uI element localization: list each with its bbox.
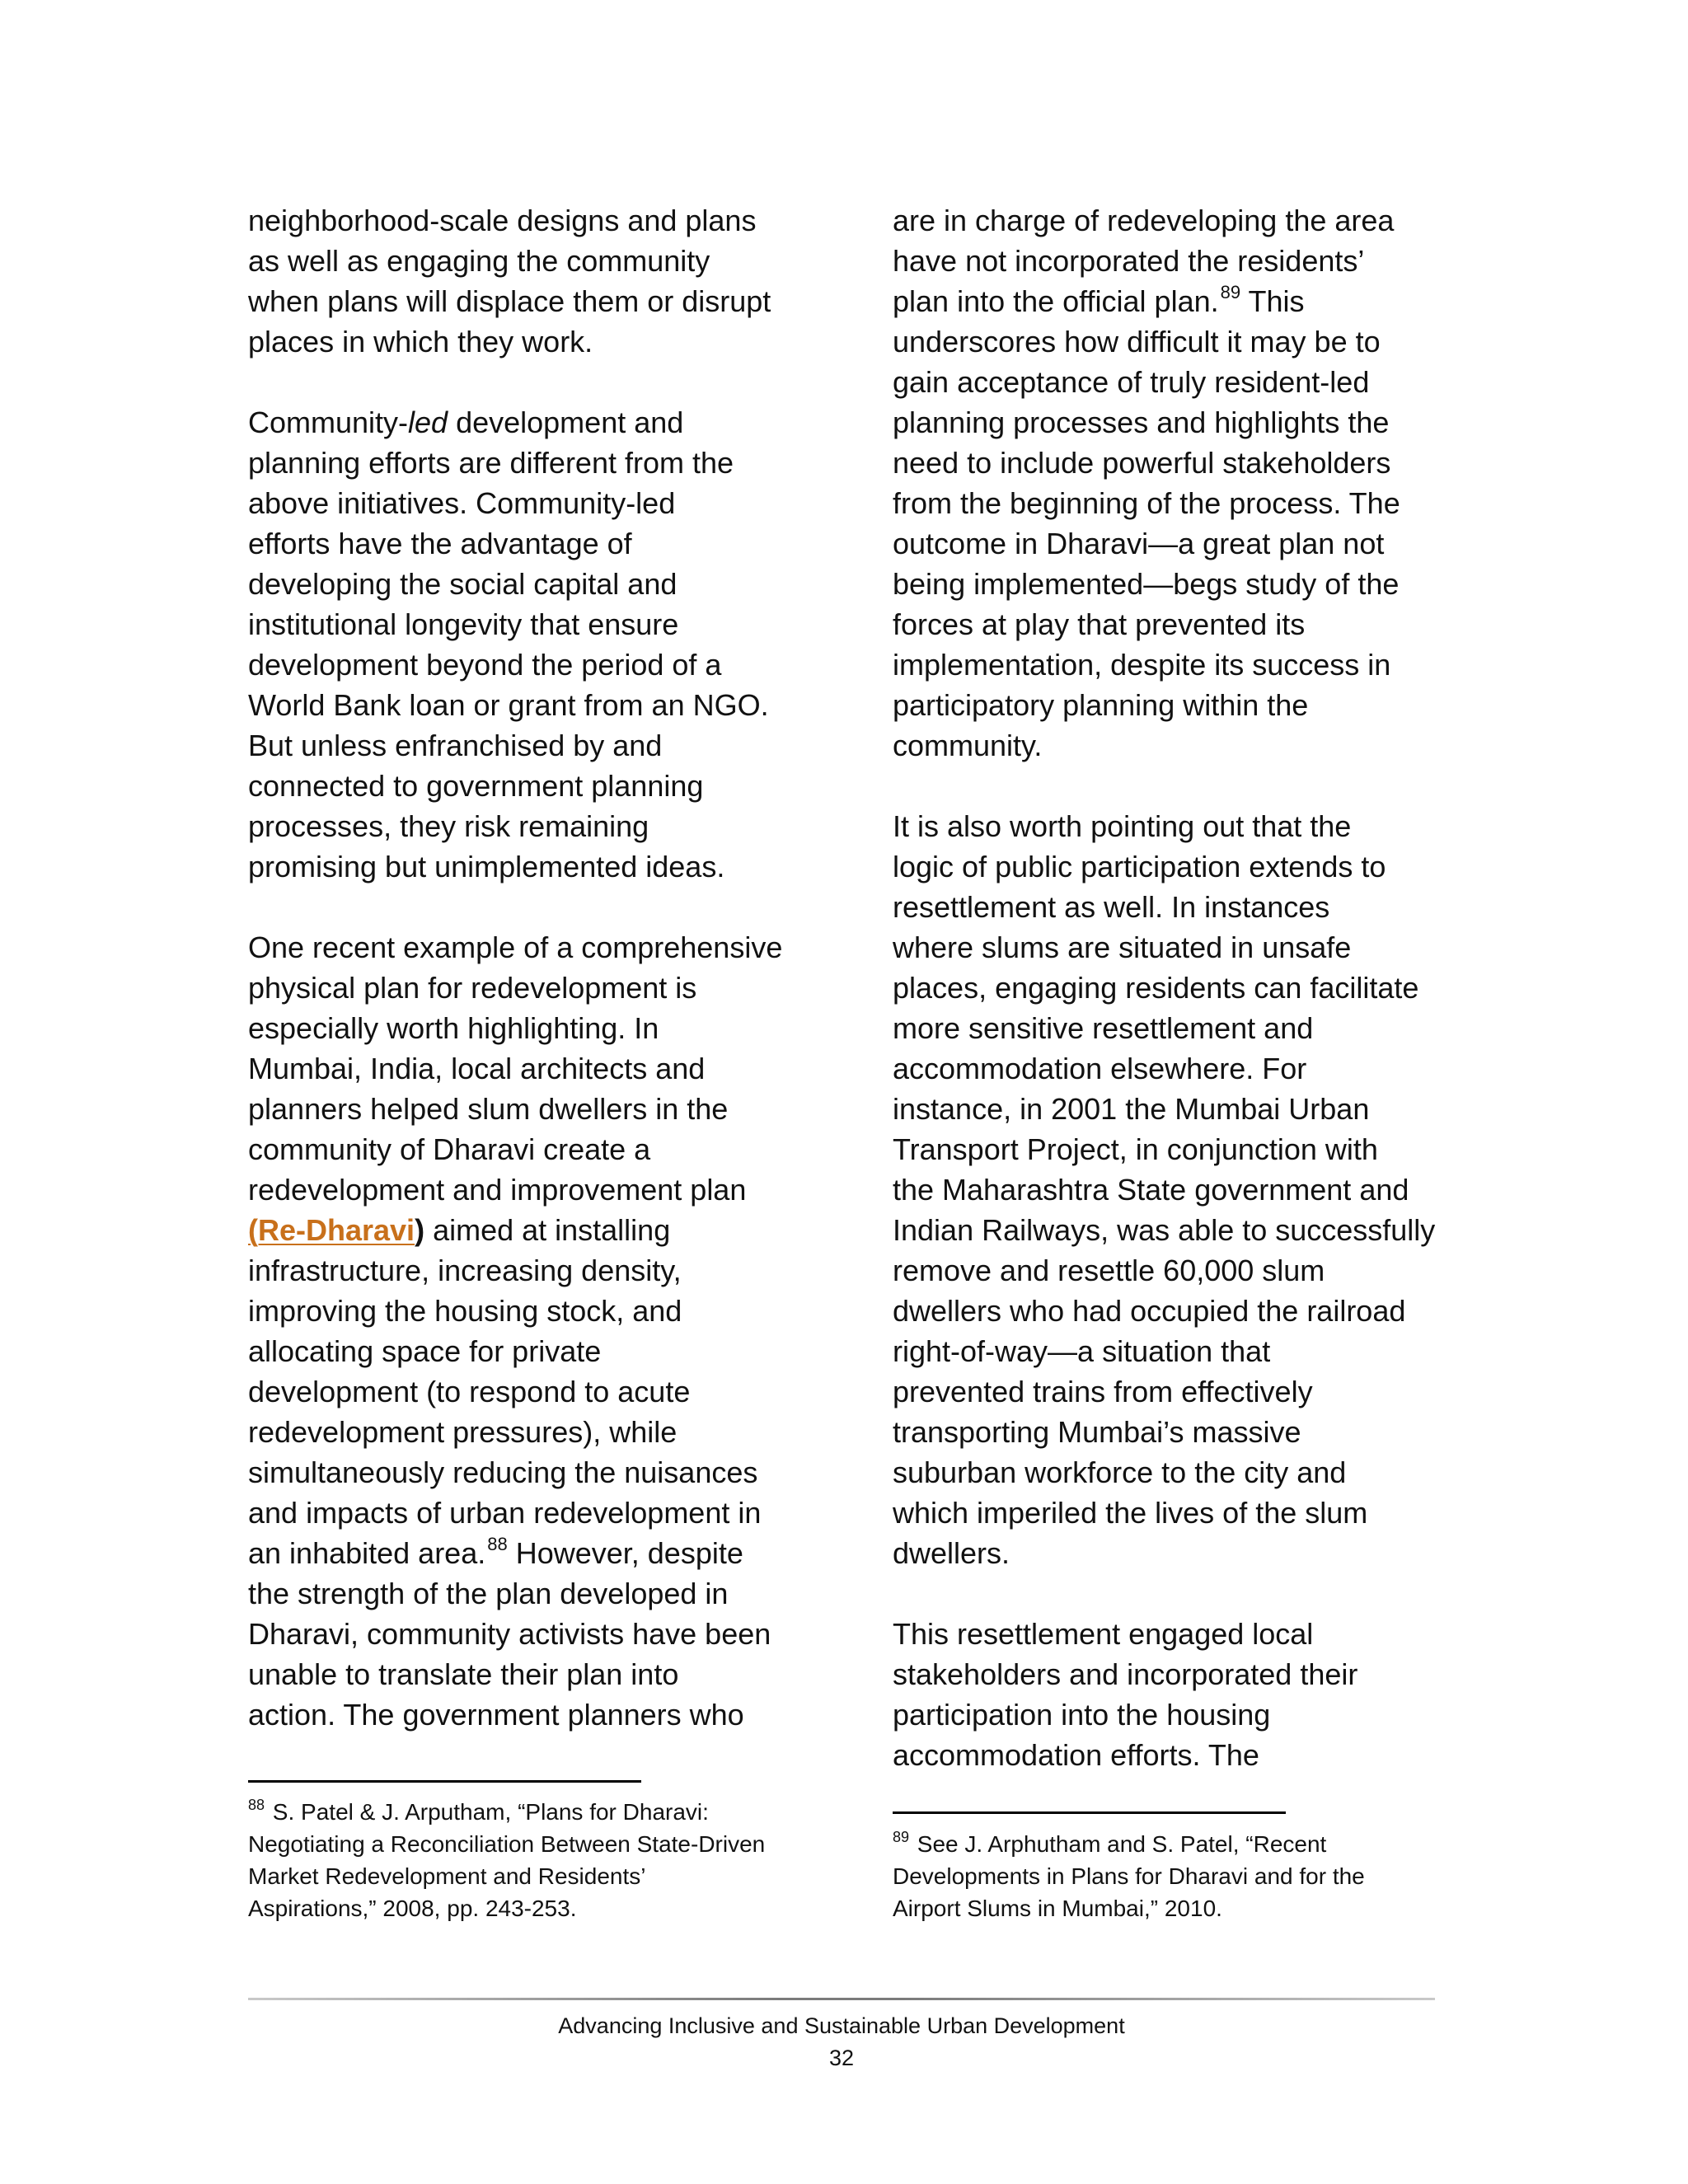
- text-line: processes, they risk remaining: [248, 809, 649, 843]
- text-line: right-of-way—a situation that: [893, 1334, 1271, 1368]
- italic-text: led: [408, 405, 448, 439]
- text-fragment: Community-: [248, 405, 409, 439]
- closing-paren: ): [415, 1213, 425, 1247]
- text-line: dwellers.: [893, 1536, 1010, 1570]
- paragraph: [893, 806, 1453, 1573]
- text-line: outcome in Dharavi—a great plan not: [893, 527, 1385, 560]
- text-line: instance, in 2001 the Mumbai Urban: [893, 1092, 1370, 1126]
- text-line: unable to translate their plan into: [248, 1657, 679, 1691]
- text-line: redevelopment and improvement plan: [248, 1173, 747, 1207]
- paragraph: [248, 927, 817, 1735]
- text-fragment: aimed at installing: [424, 1213, 671, 1247]
- text-line: suburban workforce to the city and: [893, 1455, 1347, 1489]
- text-line: World Bank loan or grant from an NGO.: [248, 688, 769, 722]
- paragraph: [893, 200, 1453, 766]
- text-line: community of Dharavi create a: [248, 1132, 651, 1166]
- text-line: participation into the housing: [893, 1698, 1271, 1732]
- footnote-line: Developments in Plans for Dharavi and for the: [893, 1863, 1365, 1889]
- footnote-number: 88: [248, 1797, 265, 1813]
- text-line: This resettlement engaged local: [893, 1617, 1314, 1651]
- text-line: dwellers who had occupied the railroad: [893, 1294, 1406, 1328]
- text-line: planning efforts are different from the: [248, 446, 734, 480]
- text-fragment: an inhabited area.: [248, 1536, 486, 1570]
- footnote-ref-88[interactable]: 88: [487, 1534, 508, 1554]
- text-line: infrastructure, increasing density,: [248, 1254, 682, 1287]
- text-line: community.: [893, 729, 1043, 762]
- text-line: development (to respond to acute: [248, 1375, 691, 1408]
- text-line: neighborhood-scale designs and plans: [248, 204, 757, 237]
- text-line: where slums are situated in unsafe: [893, 930, 1352, 964]
- text-line: places, engaging residents can facilitate: [893, 971, 1419, 1005]
- text-line: Transport Project, in conjunction with: [893, 1132, 1378, 1166]
- text-line: developing the social capital and: [248, 567, 678, 601]
- text-line: redevelopment pressures), while: [248, 1415, 678, 1449]
- text-line: when plans will displace them or disrupt: [248, 284, 771, 318]
- re-dharavi-link[interactable]: (Re-Dharavi: [248, 1213, 415, 1247]
- text-line: connected to government planning: [248, 769, 704, 803]
- footnote-separator-left: [248, 1780, 641, 1783]
- text-fragment: This: [1240, 284, 1305, 318]
- text-line: [248, 402, 817, 443]
- footnote-line: Negotiating a Reconciliation Between State-Driven: [248, 1831, 766, 1857]
- text-line: [248, 1210, 817, 1250]
- text-fragment: See J. Arphutham and S. Patel, “Recent: [911, 1831, 1327, 1857]
- text-line: as well as engaging the community: [248, 244, 710, 278]
- footer-divider: [248, 1998, 1435, 2000]
- text-line: stakeholders and incorporated their: [893, 1657, 1358, 1691]
- text-fragment: However, despite: [507, 1536, 743, 1570]
- text-line: One recent example of a comprehensive: [248, 930, 783, 964]
- text-line: the Maharashtra State government and: [893, 1173, 1409, 1207]
- text-line: gain acceptance of truly resident-led: [893, 365, 1370, 399]
- page-number: 32: [828, 2046, 855, 2070]
- text-line: and impacts of urban redevelopment in: [248, 1496, 762, 1530]
- text-fragment: plan into the official plan.: [893, 284, 1219, 318]
- text-line: above initiatives. Community-led: [248, 486, 676, 520]
- text-line: participatory planning within the: [893, 688, 1309, 722]
- text-line: the strength of the plan developed in: [248, 1577, 729, 1610]
- text-line: [248, 1533, 817, 1573]
- text-line: resettlement as well. In instances: [893, 890, 1330, 924]
- text-line: action. The government planners who: [248, 1698, 744, 1732]
- footer-title: Advancing Inclusive and Sustainable Urban Development: [558, 2013, 1125, 2038]
- text-line: which imperiled the lives of the slum: [893, 1496, 1368, 1530]
- text-line: from the beginning of the process. The: [893, 486, 1400, 520]
- text-line: prevented trains from effectively: [893, 1375, 1313, 1408]
- text-line: physical plan for redevelopment is: [248, 971, 697, 1005]
- footnote-line: [893, 1828, 1453, 1860]
- text-line: Mumbai, India, local architects and: [248, 1052, 706, 1085]
- footnote-separator-right: [893, 1811, 1286, 1814]
- text-fragment: S. Patel & J. Arputham, “Plans for Dharavi:: [266, 1799, 709, 1825]
- text-line: allocating space for private: [248, 1334, 602, 1368]
- paragraph: [248, 200, 817, 362]
- text-line: accommodation efforts. The: [893, 1738, 1259, 1772]
- text-line: [893, 281, 1453, 321]
- text-fragment: development and: [448, 405, 684, 439]
- right-column: [893, 200, 1453, 1775]
- footnote-number: 89: [893, 1829, 910, 1845]
- text-line: places in which they work.: [248, 325, 593, 359]
- text-line: promising but unimplemented ideas.: [248, 850, 725, 883]
- text-line: institutional longevity that ensure: [248, 607, 679, 641]
- text-line: planning processes and highlights the: [893, 405, 1390, 439]
- text-line: underscores how difficult it may be to: [893, 325, 1381, 359]
- footnote-line: Airport Slums in Mumbai,” 2010.: [893, 1896, 1222, 1921]
- text-line: accommodation elsewhere. For: [893, 1052, 1307, 1085]
- text-line: Indian Railways, was able to successfully: [893, 1213, 1436, 1247]
- left-column: [248, 200, 817, 1735]
- text-line: especially worth highlighting. In: [248, 1011, 659, 1045]
- text-line: efforts have the advantage of: [248, 527, 632, 560]
- paragraph: [248, 402, 817, 887]
- footnote-89: [893, 1828, 1453, 1924]
- text-line: Dharavi, community activists have been: [248, 1617, 771, 1651]
- text-line: development beyond the period of a: [248, 648, 722, 682]
- text-line: transporting Mumbai’s massive: [893, 1415, 1301, 1449]
- text-line: It is also worth pointing out that the: [893, 809, 1352, 843]
- footnote-88: [248, 1796, 825, 1924]
- text-line: simultaneously reducing the nuisances: [248, 1455, 758, 1489]
- text-line: implementation, despite its success in: [893, 648, 1391, 682]
- paragraph: [893, 1614, 1453, 1775]
- text-line: have not incorporated the residents’: [893, 244, 1365, 278]
- text-line: are in charge of redeveloping the area: [893, 204, 1395, 237]
- text-line: remove and resettle 60,000 slum: [893, 1254, 1325, 1287]
- text-line: logic of public participation extends to: [893, 850, 1386, 883]
- text-line: improving the housing stock, and: [248, 1294, 682, 1328]
- text-line: being implemented—begs study of the: [893, 567, 1400, 601]
- footnote-ref-89[interactable]: 89: [1220, 282, 1241, 302]
- text-line: planners helped slum dwellers in the: [248, 1092, 729, 1126]
- footnote-line: Aspirations,” 2008, pp. 243-253.: [248, 1896, 577, 1921]
- footnote-line: Market Redevelopment and Residents’: [248, 1863, 646, 1889]
- footnote-line: [248, 1796, 825, 1828]
- text-line: more sensitive resettlement and: [893, 1011, 1314, 1045]
- text-line: need to include powerful stakeholders: [893, 446, 1391, 480]
- text-line: forces at play that prevented its: [893, 607, 1306, 641]
- text-line: But unless enfranchised by and: [248, 729, 663, 762]
